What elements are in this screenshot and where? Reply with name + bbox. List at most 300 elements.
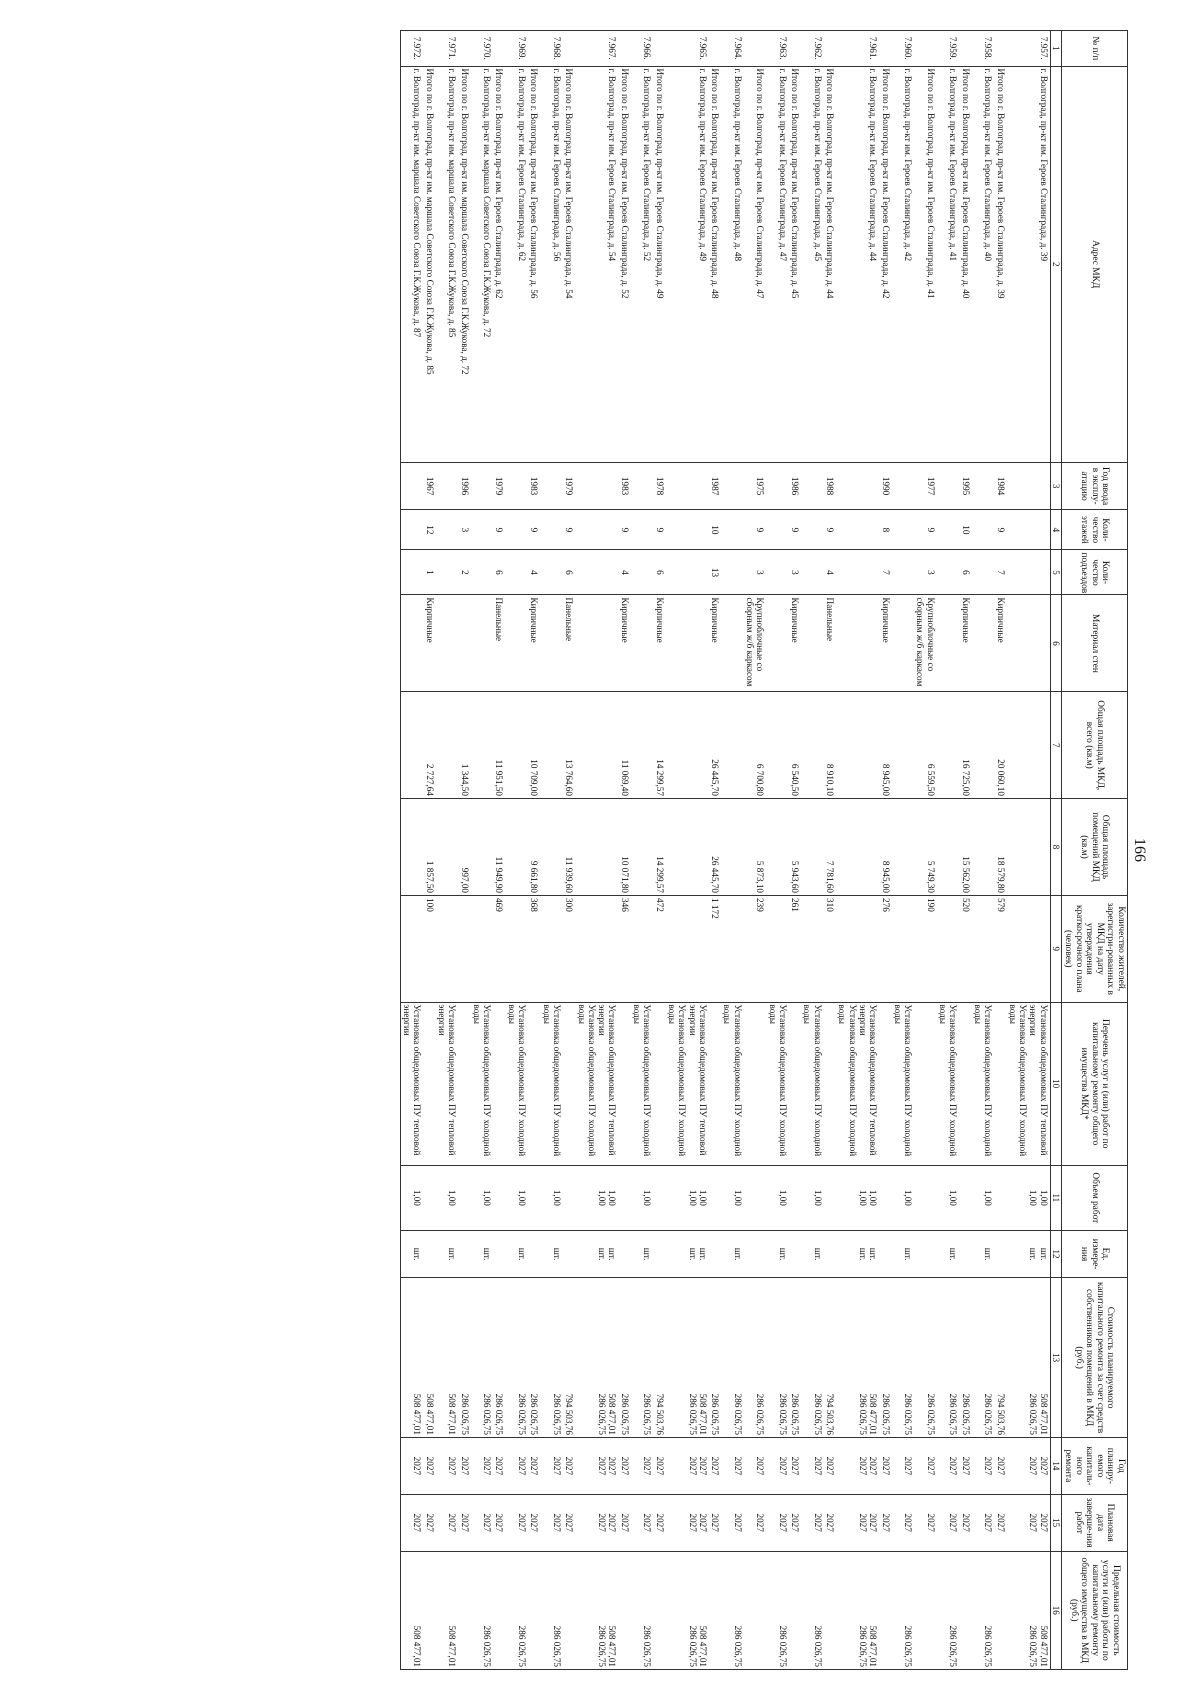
completion-date-cell	[493, 1494, 505, 1551]
planned-year: 2027	[868, 1456, 879, 1476]
planned-year-cell	[892, 1437, 915, 1494]
unit-cell	[959, 1230, 971, 1277]
limit-cost-cell	[471, 1551, 494, 1669]
header-cell: Количество жителей, зарегистри-рованных в МКД на дату утверждения краткосрочного плана (человек)	[1061, 896, 1127, 1003]
planned-cost-cell	[436, 1278, 459, 1438]
entrances-count-cell: 7	[879, 550, 891, 595]
planned-year: 2027	[755, 1456, 766, 1476]
year-built-cell: 1979	[493, 462, 505, 509]
wall-material-cell	[458, 595, 470, 692]
limit-cost-cell	[994, 1551, 1006, 1669]
planned-year: 2027	[857, 1456, 868, 1476]
total-row	[493, 31, 505, 1670]
unit-cell	[505, 1230, 528, 1277]
planned-cost-cell	[789, 1278, 801, 1438]
address-cell	[505, 66, 528, 462]
work-volume-cell	[631, 1165, 654, 1230]
work-volume-cell	[879, 1165, 891, 1230]
works-list-cell	[423, 1002, 435, 1165]
planned-year: 2027	[654, 1456, 665, 1476]
premises-area-cell	[801, 798, 824, 895]
year-built-cell	[436, 462, 459, 509]
address-cell	[709, 66, 721, 462]
planned-cost-cell	[505, 1278, 528, 1438]
unit-cell	[563, 1230, 575, 1277]
column-number: 12	[1050, 1230, 1061, 1277]
year-built-cell	[575, 462, 618, 509]
table-row	[400, 31, 423, 1670]
address: Итого по г. Волгоград, пр-кт им. Героев Сталинграда, д. 40	[960, 68, 971, 299]
table-body	[400, 31, 1050, 1670]
premises-area-cell	[471, 798, 494, 895]
works-list-cell	[653, 1002, 665, 1165]
works-list-cell	[505, 1002, 528, 1165]
planned-cost: 286 026,75	[494, 1393, 505, 1435]
planned-cost: 286 026,75	[1028, 1393, 1039, 1435]
total-area-cell: 11 951,50	[493, 692, 505, 799]
planned-cost-cell	[493, 1278, 505, 1438]
row-number-cell: 7.971.	[436, 31, 459, 67]
address-cell	[471, 66, 494, 462]
unit: шт.	[857, 1247, 868, 1261]
planned-year: 2027	[551, 1456, 562, 1476]
header-cell: Плановая дата заверше-ния работ	[1061, 1494, 1127, 1551]
limit-cost: 286 026,75	[551, 1625, 562, 1667]
total-area-cell	[1007, 692, 1051, 799]
planned-cost-cell	[471, 1278, 494, 1438]
header-cell: Стоимость планируемого капитального ремонта за счет средств собственников помещений в МКД (руб.)	[1061, 1278, 1127, 1438]
planned-year: 2027	[710, 1456, 721, 1476]
unit: шт.	[732, 1247, 743, 1261]
planned-year: 2027	[687, 1456, 698, 1476]
work-volume-cell	[618, 1165, 630, 1230]
residents-count-cell: 239	[744, 896, 767, 1003]
year-built-cell	[505, 462, 528, 509]
planned-cost: 286 026,75	[710, 1393, 721, 1435]
planned-year: 2027	[825, 1456, 836, 1476]
work-volume: 1,00	[642, 1189, 653, 1206]
address-cell	[972, 66, 995, 462]
year-built-cell: 1986	[789, 462, 801, 509]
works-list: Установка общедомовых ПУ холодной воды	[576, 1004, 597, 1157]
works-list: Установка общедомовых ПУ холодной воды	[938, 1004, 959, 1157]
floors-count-cell: 9	[493, 510, 505, 550]
entrances-count-cell: 6	[959, 550, 971, 595]
work-volume-cell	[423, 1165, 435, 1230]
planned-cost: 286 026,75	[732, 1393, 743, 1435]
total-area-cell: 6 559,50	[914, 692, 937, 799]
premises-area-cell: 5 943,60	[789, 798, 801, 895]
premises-area-cell: 7 781,60	[824, 798, 836, 895]
wall-material: Панельные	[494, 597, 505, 642]
row-number-cell: 7.962.	[801, 31, 824, 67]
table-row	[436, 31, 459, 1670]
total-row	[994, 31, 1006, 1670]
planned-year: 2027	[424, 1456, 435, 1476]
planned-cost: 508 477,01	[447, 1393, 458, 1435]
floors-count-cell	[892, 510, 915, 550]
page-number: 166	[1131, 838, 1148, 862]
planned-cost: 508 477,01	[868, 1393, 879, 1435]
residents-count-cell: 368	[528, 896, 540, 1003]
unit-cell	[458, 1230, 470, 1277]
row-number-cell: 7.960.	[892, 31, 915, 67]
entrances-count-cell	[400, 550, 423, 595]
works-list-cell	[471, 1002, 494, 1165]
wall-material-cell	[937, 595, 960, 692]
completion-date: 2027	[868, 1513, 879, 1532]
work-volume-cell	[972, 1165, 995, 1230]
total-row	[563, 31, 575, 1670]
floors-count-cell: 9	[994, 510, 1006, 550]
wall-material-cell	[744, 595, 767, 692]
works-list-cell	[766, 1002, 789, 1165]
address: г. Волгоград, пр-кт им. Героев Сталинграда, д. 41	[948, 68, 959, 262]
planned-cost: 508 477,01	[697, 1393, 708, 1435]
work-volume-cell	[471, 1165, 494, 1230]
row-number-cell: 7.959.	[937, 31, 960, 67]
wall-material-cell	[631, 595, 654, 692]
address-cell	[400, 66, 423, 462]
unit: шт.	[697, 1247, 708, 1261]
residents-count-cell	[400, 896, 423, 1003]
work-volume: 1,00	[868, 1189, 879, 1206]
works-list: Установка общедомовых ПУ тепловой энергии	[597, 1004, 618, 1156]
total-area-cell	[631, 692, 654, 799]
wall-material-cell	[575, 595, 618, 692]
year-built-cell: 1983	[528, 462, 540, 509]
planned-cost: 794 503,76	[995, 1393, 1006, 1435]
address: г. Волгоград, пр-кт им. Героев Сталинграда, д. 62	[517, 68, 528, 262]
planned-cost: 508 477,01	[1038, 1393, 1049, 1435]
address: г. Волгоград, пр-кт им. Героев Сталинграда, д. 45	[812, 68, 823, 262]
premises-area-cell	[721, 798, 744, 895]
total-area-cell: 26 445,70	[709, 692, 721, 799]
planned-cost-cell	[824, 1278, 836, 1438]
planned-cost: 794 503,76	[825, 1393, 836, 1435]
planned-cost-cell	[458, 1278, 470, 1438]
address: Итого по г. Волгоград, пр-кт им. Героев Сталинграда, д. 49	[654, 68, 665, 299]
completion-date-cell	[766, 1494, 789, 1551]
planned-year-cell	[423, 1437, 435, 1494]
residents-count-cell: 310	[824, 896, 836, 1003]
address: Итого по г. Волгоград, пр-кт им. маршала Советского Союза Г.К.Жукова, д. 72	[459, 68, 470, 375]
column-number: 15	[1050, 1494, 1061, 1551]
header-cell: Ед. измере-ния	[1061, 1230, 1127, 1277]
work-volume-cell	[436, 1165, 459, 1230]
completion-date-cell	[789, 1494, 801, 1551]
year-built-cell	[666, 462, 709, 509]
planned-cost: 286 026,75	[790, 1393, 801, 1435]
address: г. Волгоград, пр-кт им. Героев Сталинграда, д. 39	[1038, 68, 1049, 262]
floors-count-cell	[505, 510, 528, 550]
completion-date: 2027	[424, 1513, 435, 1532]
address: г. Волгоград, пр-кт им. маршала Советского Союза Г.К.Жукова, д. 87	[412, 68, 423, 338]
planned-year-cell	[1007, 1437, 1051, 1494]
completion-date-cell	[801, 1494, 824, 1551]
works-list: Установка общедомовых ПУ тепловой энергии	[1028, 1004, 1049, 1156]
works-list-cell	[789, 1002, 801, 1165]
floors-count-cell	[836, 510, 879, 550]
entrances-count-cell	[721, 550, 744, 595]
planned-year: 2027	[925, 1456, 936, 1476]
wall-material-cell	[1007, 595, 1051, 692]
wall-material-cell	[471, 595, 494, 692]
works-list: Установка общедомовых ПУ холодной воды	[722, 1004, 743, 1157]
premises-area-cell	[1007, 798, 1051, 895]
wall-material-cell	[493, 595, 505, 692]
column-number-row	[1050, 31, 1061, 1670]
header-cell: Общая площадь МКД, всего (кв.м)	[1061, 692, 1127, 799]
works-list-cell	[744, 1002, 767, 1165]
work-volume: 1,00	[482, 1189, 493, 1206]
address: Итого по г. Волгоград, пр-кт им. маршала Советского Союза Г.К.Жукова, д. 85	[424, 68, 435, 375]
work-volume-cell	[801, 1165, 824, 1230]
completion-date-cell	[994, 1494, 1006, 1551]
planned-cost-cell	[721, 1278, 744, 1438]
planned-cost: 286 026,75	[925, 1393, 936, 1435]
column-number: 7	[1050, 692, 1061, 799]
limit-cost-cell	[436, 1551, 459, 1669]
address: г. Волгоград, пр-кт им. Героев Сталинграда, д. 40	[983, 68, 994, 262]
completion-date: 2027	[903, 1513, 914, 1532]
row-number-cell	[528, 31, 540, 67]
works-list: Установка общедомовых ПУ тепловой энергии	[437, 1004, 458, 1156]
planned-year: 2027	[619, 1456, 630, 1476]
limit-cost-cell	[824, 1551, 836, 1669]
works-list: Установка общедомовых ПУ холодной воды	[767, 1004, 788, 1157]
completion-date-cell	[575, 1494, 618, 1551]
limit-cost-cell	[914, 1551, 937, 1669]
completion-date-cell	[436, 1494, 459, 1551]
floors-count-cell	[540, 510, 563, 550]
planned-cost-cell	[1007, 1278, 1051, 1438]
total-area-cell	[972, 692, 995, 799]
completion-date-cell	[505, 1494, 528, 1551]
works-list-cell	[892, 1002, 915, 1165]
wall-material-cell	[666, 595, 709, 692]
total-area-cell: 10 709,00	[528, 692, 540, 799]
wall-material-cell	[789, 595, 801, 692]
completion-date-cell	[528, 1494, 540, 1551]
address: г. Волгоград, пр-кт им. Героев Сталинграда, д. 47	[777, 68, 788, 262]
planned-year-cell	[653, 1437, 665, 1494]
entrances-count-cell	[972, 550, 995, 595]
premises-area-cell	[505, 798, 528, 895]
completion-date: 2027	[597, 1513, 608, 1532]
planned-year: 2027	[880, 1456, 891, 1476]
address-cell	[666, 66, 709, 462]
address: Итого по г. Волгоград, пр-кт им. Героев Сталинграда, д. 41	[925, 68, 936, 299]
unit-cell	[937, 1230, 960, 1277]
column-number: 3	[1050, 462, 1061, 509]
unit-cell	[789, 1230, 801, 1277]
limit-cost-cell	[892, 1551, 915, 1669]
year-built-cell: 1990	[879, 462, 891, 509]
limit-cost: 286 026,75	[732, 1625, 743, 1667]
completion-date: 2027	[642, 1513, 653, 1532]
planned-year-cell	[972, 1437, 995, 1494]
total-row	[709, 31, 721, 1670]
address-cell	[994, 66, 1006, 462]
works-list-cell	[914, 1002, 937, 1165]
table-row	[505, 31, 528, 1670]
unit-cell	[892, 1230, 915, 1277]
limit-cost-cell	[937, 1551, 960, 1669]
unit: шт.	[642, 1247, 653, 1261]
total-area-cell	[892, 692, 915, 799]
completion-date: 2027	[607, 1513, 618, 1532]
row-number-cell: 7.966.	[631, 31, 654, 67]
limit-cost-cell	[959, 1551, 971, 1669]
header-cell: Материал стен	[1061, 595, 1127, 692]
wall-material: Кирпичные	[710, 597, 721, 643]
total-area-cell: 2 727,64	[423, 692, 435, 799]
floors-count-cell: 9	[563, 510, 575, 550]
completion-date-cell	[423, 1494, 435, 1551]
address-cell	[789, 66, 801, 462]
row-number-cell: 7.958.	[972, 31, 995, 67]
unit-cell	[879, 1230, 891, 1277]
address-cell	[914, 66, 937, 462]
address-cell	[618, 66, 630, 462]
residents-count-cell	[766, 896, 789, 1003]
unit: шт.	[777, 1247, 788, 1261]
premises-area-cell	[766, 798, 789, 895]
column-number: 8	[1050, 798, 1061, 895]
planned-cost: 286 026,75	[459, 1393, 470, 1435]
planned-year-cell	[666, 1437, 709, 1494]
residents-count-cell	[575, 896, 618, 1003]
planned-year-cell	[801, 1437, 824, 1494]
work-volume-cell	[458, 1165, 470, 1230]
work-volume-cell	[994, 1165, 1006, 1230]
year-built-cell	[471, 462, 494, 509]
row-number-cell	[994, 31, 1006, 67]
planned-cost: 286 026,75	[880, 1393, 891, 1435]
work-volume-cell	[789, 1165, 801, 1230]
completion-date: 2027	[482, 1513, 493, 1532]
completion-date: 2027	[857, 1513, 868, 1532]
limit-cost-cell	[879, 1551, 891, 1669]
planned-year: 2027	[1028, 1456, 1039, 1476]
works-list: Установка общедомовых ПУ холодной воды	[506, 1004, 528, 1157]
total-area-cell: 13 764,60	[563, 692, 575, 799]
work-volume: 1,00	[812, 1189, 823, 1206]
works-list-cell	[631, 1002, 654, 1165]
entrances-count-cell: 6	[653, 550, 665, 595]
year-built-cell: 1988	[824, 462, 836, 509]
planned-year: 2027	[597, 1456, 608, 1476]
unit-cell	[994, 1230, 1006, 1277]
planned-cost: 286 026,75	[812, 1393, 823, 1435]
premises-area-cell	[892, 798, 915, 895]
completion-date-cell	[972, 1494, 995, 1551]
planned-year: 2027	[903, 1456, 914, 1476]
planned-cost-cell	[666, 1278, 709, 1438]
row-number-cell	[824, 31, 836, 67]
floors-count-cell: 9	[789, 510, 801, 550]
row-number-cell: 7.968.	[540, 31, 563, 67]
year-built-cell: 1979	[563, 462, 575, 509]
work-volume: 1,00	[777, 1189, 788, 1206]
premises-area-cell	[836, 798, 879, 895]
planned-year: 2027	[412, 1456, 423, 1476]
address-cell	[436, 66, 459, 462]
unit-cell	[709, 1230, 721, 1277]
floors-count-cell	[721, 510, 744, 550]
works-list-cell	[994, 1002, 1006, 1165]
unit-cell	[972, 1230, 995, 1277]
works-list: Установка общедомовых ПУ холодной воды	[1007, 1004, 1029, 1157]
wall-material-cell	[423, 595, 435, 692]
planned-cost-cell	[836, 1278, 879, 1438]
header-cell: Предельная стоимость услуги и (или) работы по капитальному ремонту общего имущества в МКД (руб.)	[1061, 1551, 1127, 1669]
unit-cell	[575, 1230, 618, 1277]
completion-date-cell	[824, 1494, 836, 1551]
work-volume: 1,00	[1038, 1189, 1049, 1206]
unit-cell	[436, 1230, 459, 1277]
table-row	[1007, 31, 1051, 1670]
works-list: Установка общедомовых ПУ холодной воды	[471, 1004, 493, 1157]
entrances-count-cell	[471, 550, 494, 595]
completion-date: 2027	[880, 1513, 891, 1532]
work-volume-cell	[914, 1165, 937, 1230]
unit: шт.	[607, 1247, 618, 1261]
entrances-count-cell: 6	[563, 550, 575, 595]
planned-year-cell	[540, 1437, 563, 1494]
address: г. Волгоград, пр-кт им. Героев Сталинграда, д. 52	[642, 68, 653, 262]
address: Итого по г. Волгоград, пр-кт им. Героев Сталинграда, д. 62	[494, 68, 505, 299]
completion-date-cell	[914, 1494, 937, 1551]
works-list: Установка общедомовых ПУ холодной воды	[632, 1004, 653, 1157]
unit-cell	[653, 1230, 665, 1277]
planned-year-cell	[563, 1437, 575, 1494]
column-number: 10	[1050, 1002, 1061, 1165]
address: г. Волгоград, пр-кт им. Героев Сталинграда, д. 42	[903, 68, 914, 262]
wall-material-cell	[436, 595, 459, 692]
completion-date: 2027	[697, 1513, 708, 1532]
limit-cost: 508 477,01	[1038, 1625, 1049, 1667]
completion-date-cell	[721, 1494, 744, 1551]
works-list-cell	[493, 1002, 505, 1165]
planned-cost: 286 026,75	[983, 1393, 994, 1435]
completion-date-cell	[458, 1494, 470, 1551]
planned-year-cell	[631, 1437, 654, 1494]
wall-material-cell	[801, 595, 824, 692]
completion-date: 2027	[564, 1513, 575, 1532]
planned-year-cell	[528, 1437, 540, 1494]
planned-cost: 794 503,76	[654, 1393, 665, 1435]
year-built-cell	[400, 462, 423, 509]
total-area-cell: 6 540,50	[789, 692, 801, 799]
entrances-count-cell: 1	[423, 550, 435, 595]
planned-year-cell	[744, 1437, 767, 1494]
floors-count-cell: 10	[959, 510, 971, 550]
planned-year: 2027	[960, 1456, 971, 1476]
row-number-cell: 7.963.	[766, 31, 789, 67]
limit-cost: 286 026,75	[1028, 1625, 1039, 1667]
planned-cost: 286 026,75	[597, 1393, 608, 1435]
address: Итого по г. Волгоград, пр-кт им. Героев Сталинграда, д. 48	[710, 68, 721, 299]
total-area-cell: 20 060,10	[994, 692, 1006, 799]
premises-area-cell	[631, 798, 654, 895]
entrances-count-cell: 2	[458, 550, 470, 595]
works-list-cell	[937, 1002, 960, 1165]
row-number-cell	[789, 31, 801, 67]
planned-cost: 286 026,75	[551, 1393, 562, 1435]
work-volume-cell	[653, 1165, 665, 1230]
